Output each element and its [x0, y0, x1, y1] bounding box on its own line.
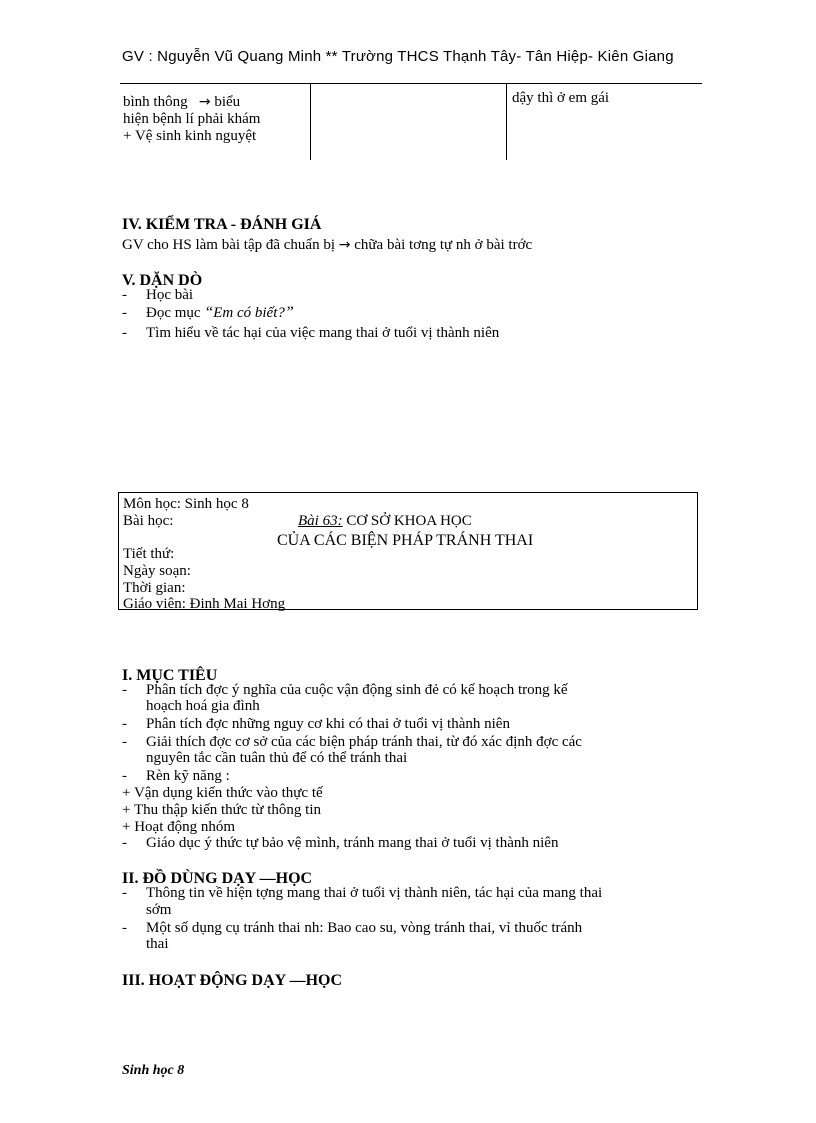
material-line: thai — [146, 936, 169, 952]
homework-item: - Tìm hiểu về tác hại của việc mang thai ở tuổi vị thành niên — [122, 325, 500, 341]
lesson-title-text: CƠ SỞ KHOA HỌC — [346, 513, 472, 529]
objective-line: + Thu thập kiến thức từ thông tin — [122, 802, 322, 818]
objective-line: + Vận dụng kiến thức vào thực tế — [122, 785, 323, 801]
cell-text: bình thông — [123, 94, 188, 110]
table-cell-col1 — [123, 94, 260, 145]
quote-mark: ” — [284, 304, 294, 321]
section-title-assessment: IV. KIỂM TRA - ĐÁNH GIÁ — [122, 216, 322, 233]
material-line: - Một số dụng cụ tránh thai nh: Bao cao su, vòng tránh thai, vỉ thuốc tránh — [122, 920, 583, 936]
quote-text: Em có biết? — [213, 305, 285, 321]
cell-text: + Vệ sinh kinh nguyệt — [123, 128, 257, 144]
table-divider-2 — [506, 84, 507, 160]
homework-item: - Đọc mục “Em có biết?” — [122, 304, 294, 321]
table-divider-1 — [310, 84, 311, 160]
section-title-activities: III. HOẠT ĐỘNG DẠY —HỌC — [122, 972, 343, 989]
section-title-materials: II. ĐỒ DÙNG DẠY —HỌC — [122, 870, 313, 887]
material-line: - Thông tin về hiện tợng mang thai ở tuổi vị thành niên, tác hại của mang thai — [122, 885, 603, 901]
objective-line: - Giáo dục ý thức tự bảo vệ mình, tránh mang thai ở tuổi vị thành niên — [122, 835, 559, 851]
page-footer: Sinh học 8 — [122, 1063, 185, 1078]
objective-line: - Rèn kỹ năng : — [122, 768, 230, 784]
quote-mark: “ — [204, 304, 214, 321]
material-line: sớm — [146, 902, 172, 918]
homework-item-text: Đọc mục — [146, 305, 201, 321]
objective-line: - Giải thích đợc cơ sở của các biện pháp tránh thai, từ đó xác định đợc các — [122, 734, 582, 750]
lesson-title-line2: CỦA CÁC BIỆN PHÁP TRÁNH THAI — [277, 532, 534, 549]
lesson-date: Ngày soạn: — [123, 563, 191, 579]
table-cell-col3: dậy thì ở em gái — [512, 90, 610, 106]
lesson-subject: Môn học: Sinh học 8 — [123, 496, 249, 512]
header-rule — [120, 83, 702, 84]
cell-text: hiện bệnh lí phải khám — [123, 111, 261, 127]
arrow-icon: → — [198, 94, 211, 110]
cell-text: biểu — [214, 94, 241, 110]
assessment-line-a: GV cho HS làm bài tập đã chuẩn bị — [122, 237, 336, 253]
objective-line: + Hoạt động nhóm — [122, 819, 236, 835]
lesson-period: Tiết thứ: — [123, 546, 175, 562]
lesson-time: Thời gian: — [123, 580, 186, 596]
lesson-teacher: Giáo viên: Đinh Mai Hơng — [123, 596, 286, 612]
homework-item-text: Tìm hiểu về tác hại của việc mang thai ở tuổi vị thành niên — [146, 325, 500, 341]
objective-line: nguyên tắc cần tuân thủ để có thể tránh thai — [146, 750, 408, 766]
section-title-objectives: I. MỤC TIÊU — [122, 667, 218, 684]
section-title-homework: V. DẶN DÒ — [122, 272, 203, 289]
assessment-text — [122, 237, 532, 253]
objective-line: hoạch hoá gia đình — [146, 698, 260, 714]
lesson-label: Bài học: — [123, 513, 174, 529]
lesson-title-line1 — [298, 513, 472, 529]
lesson-number: Bài 63: — [298, 513, 343, 529]
assessment-line-b: chữa bài tơng tự nh ở bài trớc — [354, 237, 533, 253]
page-header: GV : Nguyễn Vũ Quang Minh ** Trường THCS Thạnh Tây- Tân Hiệp- Kiên Giang — [122, 48, 674, 65]
objective-line: - Phân tích đợc những nguy cơ khi có thai ở tuổi vị thành niên — [122, 716, 510, 732]
homework-item-text: Học bài — [146, 287, 194, 303]
homework-item: - Học bài — [122, 287, 194, 303]
objective-line: - Phân tích đợc ý nghĩa của cuộc vận động sinh đẻ có kế hoạch trong kế — [122, 682, 568, 698]
arrow-icon: → — [338, 237, 351, 253]
